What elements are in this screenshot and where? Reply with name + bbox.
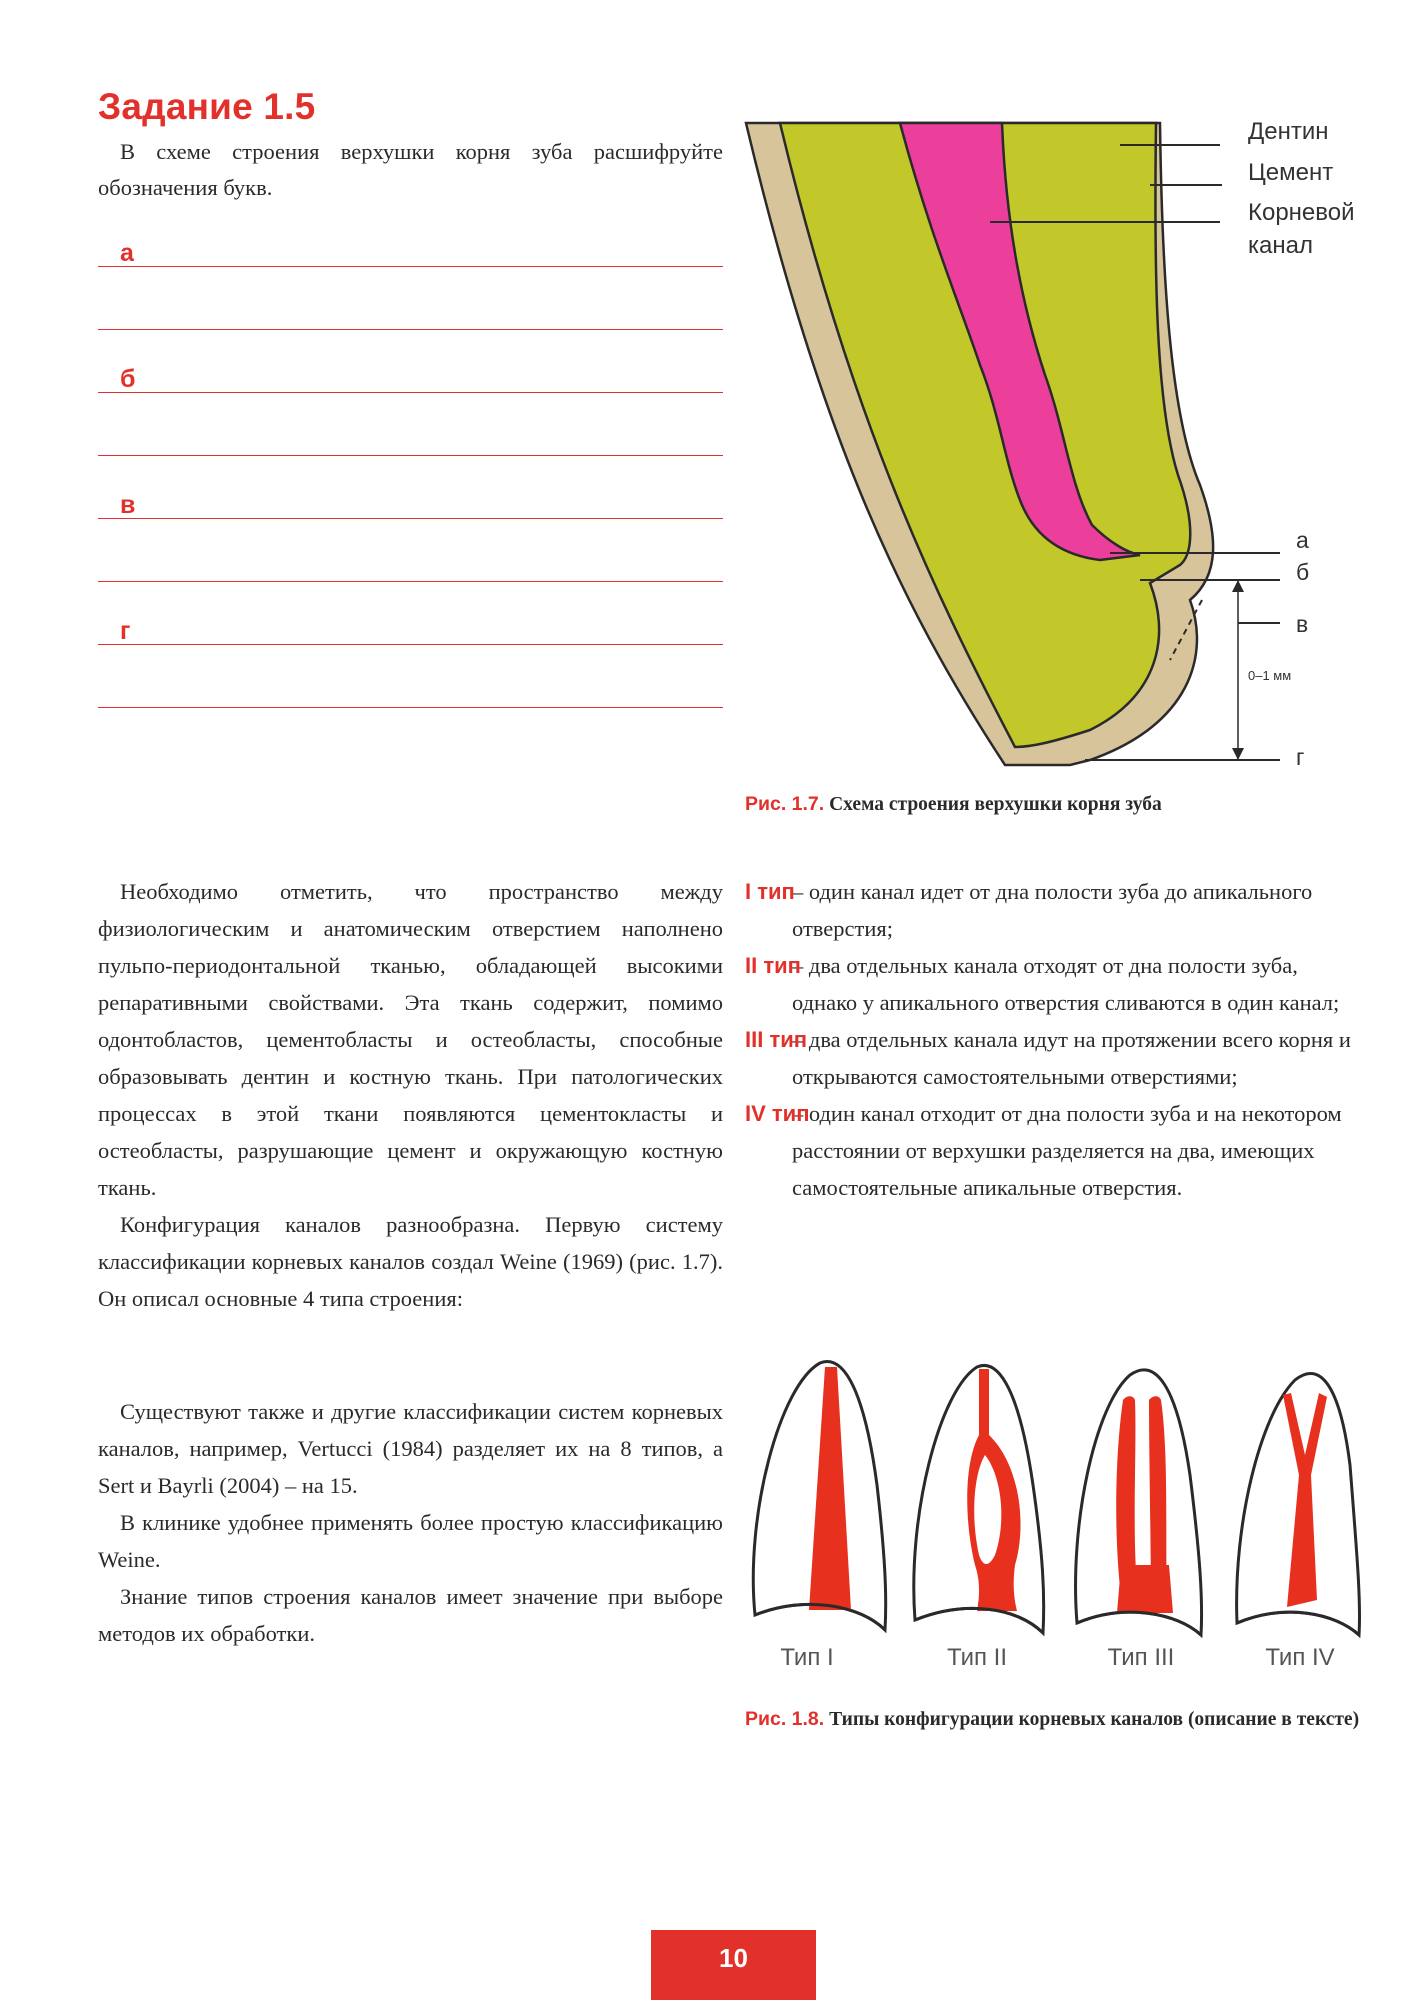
answer-line-b[interactable] (98, 352, 723, 393)
figure-1-7-number: Рис. 1.7. (745, 793, 825, 815)
type-text-3: – два отдельных канала идут на протяжении всего корня и открываются самостоятельными отверстиями; (792, 1027, 1351, 1089)
tooth-label-4: Тип IV (1265, 1644, 1335, 1671)
answer-line-v[interactable] (98, 478, 723, 519)
answer-line-a[interactable] (98, 226, 723, 267)
type-label-1: I тип (745, 879, 795, 904)
type-text-2: – два отдельных канала отходят от дна полости зуба, однако у апикального отверстия сливаются в один канал; (792, 953, 1340, 1015)
figure-1-8-number: Рис. 1.8. (745, 1708, 825, 1730)
type-item-4 (745, 1095, 1365, 1206)
type-text-4: – один канал отходит от дна полости зуба и на некотором расстоянии от верхушки разделяется на два, имеющих самостоятельные апикальные отверстия. (792, 1101, 1342, 1200)
label-b: б (1296, 559, 1310, 585)
paragraph-1: Необходимо отметить, что пространство между физиологическим и анатомическим отверстием наполнено пульпо-периодонтальной тканью, обладающей высокими репаративными свойствами. Эта ткань содержит, помимо одонтобластов, цементобласты и остеобласты, способные образовывать дентин и костную ткань. При патологических процессах в этой ткани появляются цементокласты и остеобласты, разрушающие цемент и окружающую костную ткань. (98, 879, 723, 1200)
canal-types-list (745, 873, 1365, 1206)
label-a: а (1296, 527, 1309, 553)
paragraph-3: Существуют также и другие классификации систем корневых каналов, например, Vertucci (1984) разделяет их на 8 типов, а Sert и Bayrli (2004) – на 15. (98, 1399, 723, 1498)
type-label-4: IV тип (745, 1101, 810, 1126)
task-text: В схеме строения верхушки корня зуба расшифруйте обозначения букв. (98, 139, 723, 200)
label-measure: 0–1 мм (1248, 668, 1292, 683)
page-number: 10 (651, 1930, 816, 2000)
left-text-block-2 (98, 1393, 723, 1652)
type-label-2: II тип (745, 953, 801, 978)
tooth-label-1: Тип I (780, 1644, 834, 1671)
figure-1-8-caption (745, 1705, 1370, 1734)
figure-1-7-text: Схема строения верхушки корня зуба (829, 794, 1162, 815)
label-g: г (1296, 744, 1305, 770)
left-text-block (98, 873, 723, 1317)
canal-types-diagram (745, 1355, 1375, 1680)
answer-letter-v: в (120, 491, 136, 519)
answer-line-b-2[interactable] (98, 415, 723, 456)
answer-letter-g: г (120, 617, 131, 645)
answer-line-v-2[interactable] (98, 541, 723, 582)
answer-letter-a: а (120, 239, 134, 267)
type-text-1: – один канал идет от дна полости зуба до апикального отверстия; (792, 879, 1313, 941)
label-canal-2: канал (1248, 232, 1313, 259)
root-apex-diagram (740, 115, 1390, 775)
answer-line-g[interactable] (98, 604, 723, 645)
paragraph-2: Конфигурация каналов разнообразна. Первую систему классификации корневых каналов создал Weine (1969) (рис. 1.7). Он описал основные 4 типа строения: (98, 1212, 723, 1311)
answer-letter-b: б (120, 365, 136, 393)
label-v: в (1296, 611, 1309, 637)
tooth-type-3 (1076, 1370, 1202, 1635)
type-label-3: III тип (745, 1027, 808, 1052)
tooth-label-2: Тип II (946, 1644, 1008, 1671)
figure-1-8-text: Типы конфигурации корневых каналов (описание в тексте) (829, 1709, 1360, 1730)
type-item-3 (745, 1021, 1365, 1095)
paragraph-4: В клинике удобнее применять более простую классификацию Weine. (98, 1510, 723, 1572)
tooth-type-4 (1237, 1373, 1360, 1635)
task-title: Задание 1.5 (98, 86, 316, 127)
tooth-type-1 (753, 1362, 885, 1630)
paragraph-5: Знание типов строения каналов имеет значение при выборе методов их обработки. (98, 1584, 723, 1646)
type-item-2 (745, 947, 1365, 1021)
answer-line-g-2[interactable] (98, 667, 723, 708)
tooth-type-2 (914, 1365, 1044, 1633)
tooth-label-3: Тип III (1107, 1644, 1175, 1671)
label-canal-1: Корневой (1248, 199, 1355, 226)
label-cement: Цемент (1248, 159, 1334, 186)
answer-line-a-2[interactable] (98, 289, 723, 330)
type-item-1 (745, 873, 1365, 947)
label-dentin: Дентин (1248, 118, 1329, 145)
figure-1-7-caption (745, 790, 1365, 819)
